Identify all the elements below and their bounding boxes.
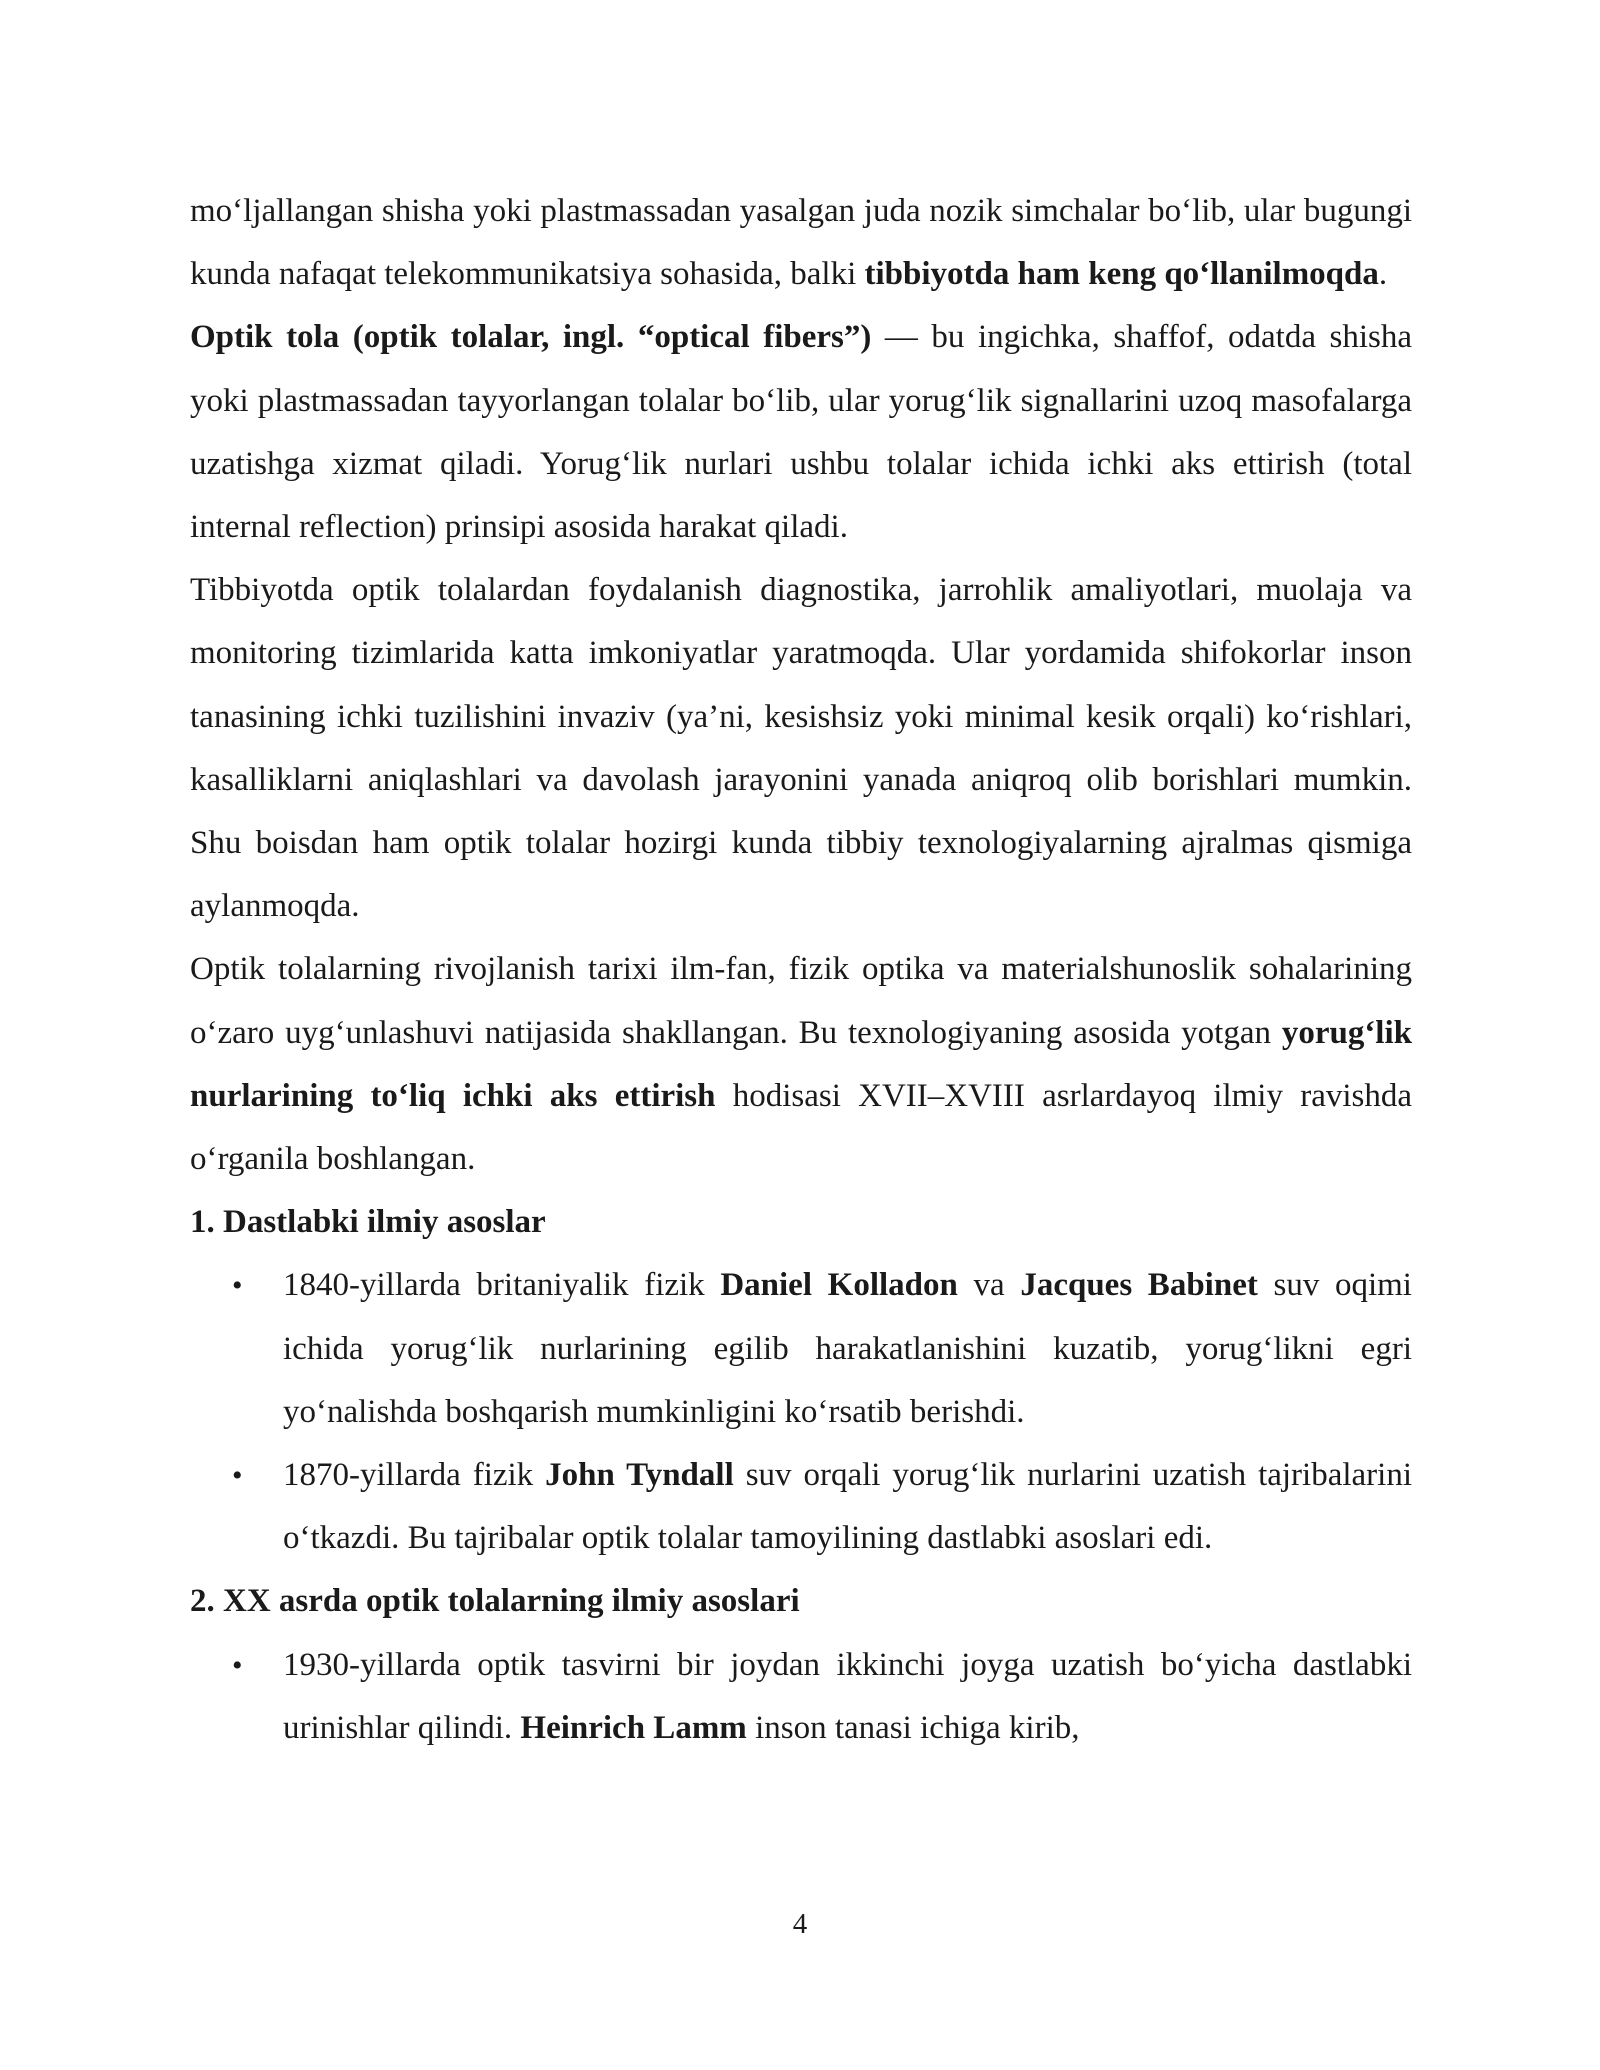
person-name: John Tyndall xyxy=(545,1457,734,1494)
list-item-text: suv orqali yorug‘lik nurlarini uzatish tajribalarini o‘tkazdi. Bu tajribalar optik tolalar tamoyilining dastlabki asoslari edi. xyxy=(283,1457,1412,1557)
list-item-text: inson tanasi ichiga kirib, xyxy=(746,1709,1080,1746)
section-heading-2: 2. XX asrda optik tolalarning ilmiy asoslari xyxy=(190,1583,800,1620)
list-item-text: 1870-yillarda fizik xyxy=(283,1457,546,1494)
list-item xyxy=(283,1634,1412,1760)
page-number: 4 xyxy=(792,1908,808,1940)
paragraph-definition xyxy=(190,306,1412,559)
paragraph-tail: . xyxy=(1378,256,1388,293)
list-item-text: 1930-yillarda optik tasvirni bir joydan ikkinchi joyga uzatish bo‘yicha dastlabki urinishlar qilindi. xyxy=(283,1646,1412,1746)
paragraph-intro-continuation xyxy=(190,180,1412,306)
list-item xyxy=(283,1254,1412,1444)
section-heading-1: 1. Dastlabki ilmiy asoslar xyxy=(190,1204,546,1241)
bold-phrase: yorug‘lik nurlarining to‘liq ichki aks ettirish xyxy=(190,1014,1412,1114)
paragraph-text: mo‘ljallangan shisha yoki plastmassadan yasalgan juda nozik simchalar bo‘lib, ular bugungi kunda nafaqat telekommunikatsiya sohasida, balki xyxy=(190,193,1412,293)
list-item-text: suv oqimi ichida yorug‘lik nurlarining egilib harakatlanishini kuzatib, yorug‘likni egri yo‘nalishda boshqarish mumkinligini ko‘rsatib berishdi. xyxy=(283,1267,1412,1430)
list-item xyxy=(283,1444,1412,1570)
person-name: Jacques Babinet xyxy=(1020,1267,1258,1304)
person-name: Heinrich Lamm xyxy=(520,1709,747,1746)
bold-phrase: tibbiyotda ham keng qo‘llanilmoqda xyxy=(864,256,1379,293)
paragraph-medicine xyxy=(190,559,1412,938)
paragraph-text: Tibbiyotda optik tolalardan foydalanish diagnostika, jarrohlik amaliyotlari, muolaja va monitoring tizimlarida katta imkoniyatlar yaratmoqda. Ular yordamida shifokorlar inson tanasining ichki tuzilishini invaziv (ya’ni, kesishsiz yoki minimal kesik orqali) ko‘rishlari, kasalliklarni aniqlashlari va davolash jarayonini yanada aniqroq olib borishlari mumkin. Shu boisdan ham optik tolalar hozirgi kunda tibbiy texnologiyalarning ajralmas qismiga aylanmoqda. xyxy=(190,572,1412,925)
list-item-text: 1840-yillarda britaniyalik fizik xyxy=(283,1267,721,1304)
person-name: Daniel Kolladon xyxy=(720,1267,958,1304)
section-1-list xyxy=(190,1254,1412,1570)
paragraph-history xyxy=(190,938,1412,1191)
paragraph-text: — bu ingichka, shaffof, odatda shisha yoki plastmassadan tayyorlangan tolalar bo‘lib, ular yorug‘lik signallarini uzoq masofalarga uzatishga xizmat qiladi. Yorug‘lik nurlari ushbu tolalar ichida ichki aks ettirish (total internal reflection) prinsipi asosida harakat qiladi. xyxy=(190,319,1412,546)
list-item-text: va xyxy=(957,1267,1021,1304)
paragraph-tail: hodisasi XVII–XVIII asrlardayoq ilmiy ravishda o‘rganila boshlangan. xyxy=(190,1077,1412,1178)
bold-term: Optik tola (optik tolalar, ingl. “optical fibers”) xyxy=(190,319,872,356)
paragraph-text: Optik tolalarning rivojlanish tarixi ilm-fan, fizik optika va materialshunoslik sohalarining o‘zaro uyg‘unlashuvi natijasida shakllangan. Bu texnologiyaning asosida yotgan xyxy=(190,951,1412,1051)
section-2-list xyxy=(190,1634,1412,1760)
document-page xyxy=(190,180,1412,1760)
